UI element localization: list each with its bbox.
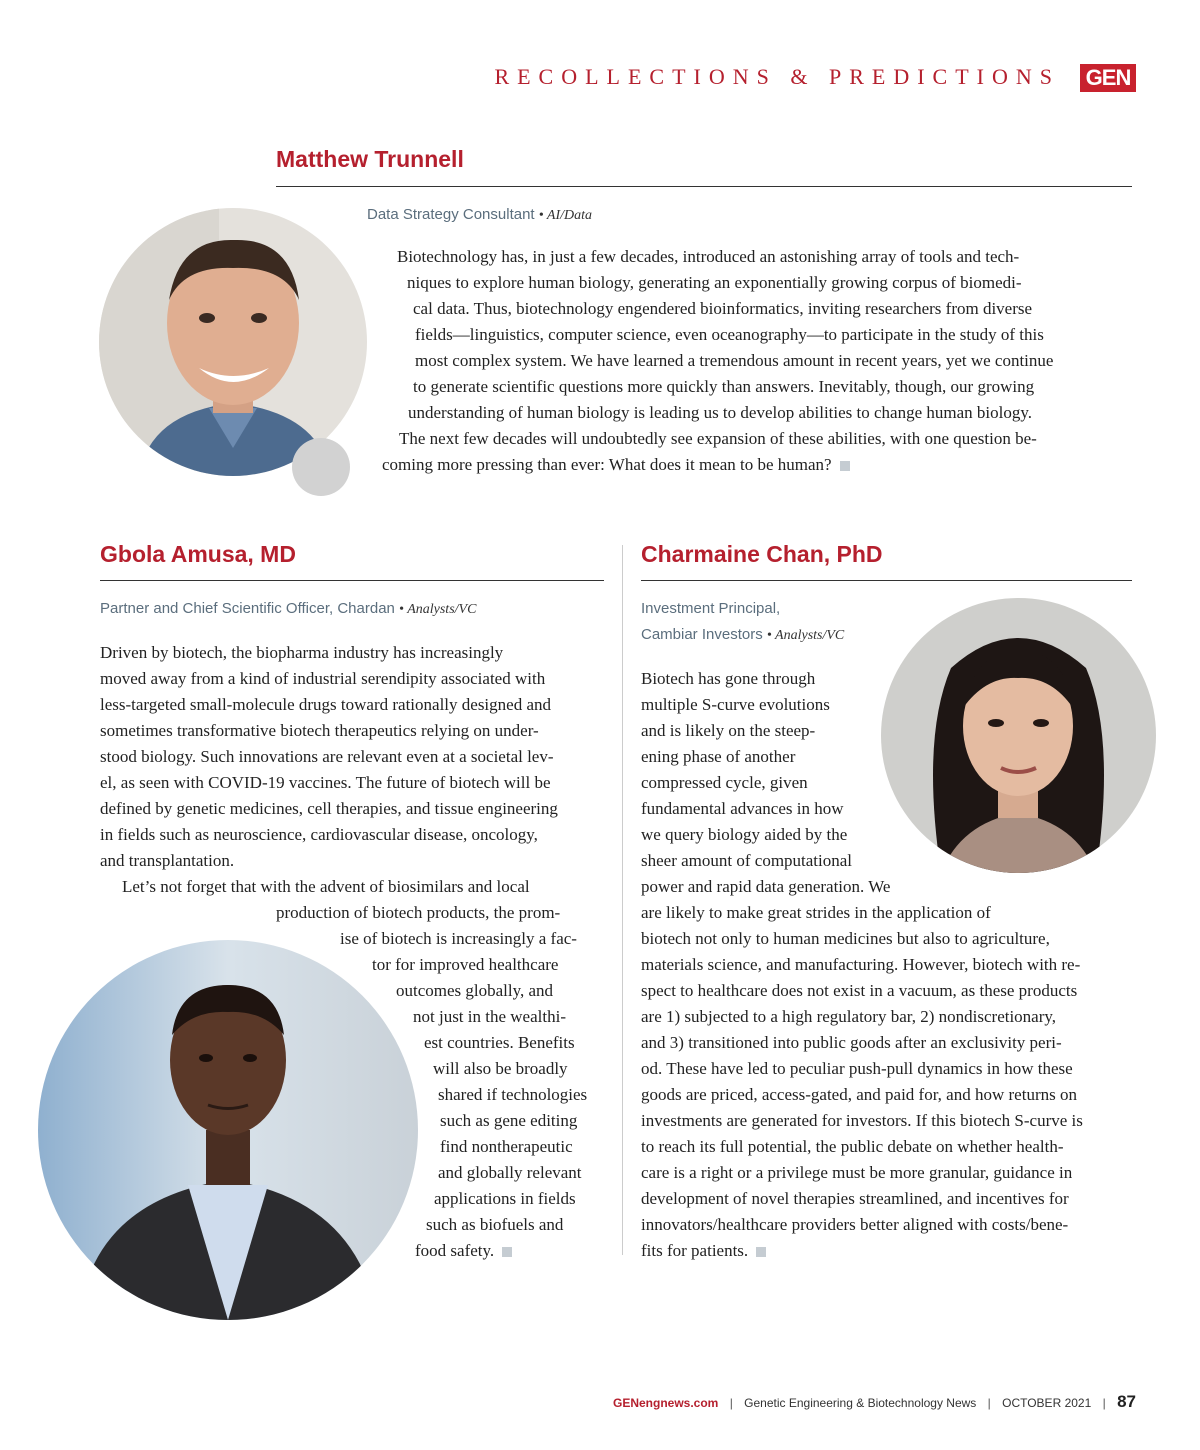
body-line: spect to healthcare does not exist in a vacuum, as these products [641,981,1078,1000]
body-line: ise of biotech is increasingly a fac- [340,929,577,948]
footer-publication: Genetic Engineering & Biotechnology News [744,1396,977,1410]
gen-logo: GEN [1080,64,1136,92]
footer-issue: OCTOBER 2021 [1002,1396,1092,1410]
footer-separator: | [729,1396,733,1410]
body-line-text: coming more pressing than ever: What does it mean to be human? [382,455,832,474]
end-mark-icon [502,1247,512,1257]
body-line: are 1) subjected to a high regulatory bar, 2) nondiscretionary, [641,1007,1057,1026]
body-line: development of novel therapies streamlined, and incentives for [641,1189,1069,1208]
footer [613,1392,1136,1412]
body-line [641,1238,766,1264]
body-line: tor for improved healthcare [372,955,559,974]
body-line: and is likely on the steep- [641,721,816,740]
body-line: are likely to make great strides in the application of [641,903,991,922]
body-line: outcomes globally, and [396,981,554,1000]
body-line: applications in fields [434,1189,576,1208]
page-number: 87 [1117,1392,1136,1411]
body-line: niques to explore human biology, generating an exponentially growing corpus of biomedi- [407,273,1022,292]
body-line: we query biology aided by the [641,825,848,844]
chan-rule [641,580,1132,581]
body-line: find nontherapeutic [440,1137,573,1156]
body-line: and transplantation. [100,851,235,870]
trunnell-role-line [367,202,592,229]
footer-separator: | [1102,1396,1106,1410]
chan-name: Charmaine Chan, PhD [641,541,883,567]
body-line: The next few decades will undoubtedly see expansion of these abilities, with one question be- [399,429,1037,448]
amusa-rule [100,580,604,581]
body-line: understanding of human biology is leading us to develop abilities to change human biology. [408,403,1033,422]
trunnell-name: Matthew Trunnell [276,146,464,172]
trunnell-role: Data Strategy Consultant [367,206,535,223]
body-line: Driven by biotech, the biopharma industry has increasingly [100,643,504,662]
footer-separator: | [987,1396,991,1410]
body-line: stood biology. Such innovations are relevant even at a societal lev- [100,747,554,766]
trunnell-rule [276,186,1132,187]
body-line: such as gene editing [440,1111,578,1130]
body-line: sometimes transformative biotech therapeutics relying on under- [100,721,539,740]
body-line: most complex system. We have learned a tremendous amount in recent years, yet we continue [415,351,1054,370]
body-line: el, as seen with COVID-19 vaccines. The future of biotech will be [100,773,551,792]
body-line: est countries. Benefits [424,1033,575,1052]
end-mark-icon [840,461,850,471]
body-line: less-targeted small-molecule drugs toward rationally designed and [100,695,551,714]
trunnell-photo [99,208,367,476]
body-line-text: food safety. [415,1241,495,1260]
body-line: moved away from a kind of industrial serendipity associated with [100,669,546,688]
body-line-text: fits for patients. [641,1241,749,1260]
chan-role-line-2 [641,622,844,649]
body-line: such as biofuels and [426,1215,564,1234]
body-line: materials science, and manufacturing. However, biotech with re- [641,955,1081,974]
body-line: Let’s not forget that with the advent of biosimilars and local [122,877,530,896]
body-line [382,452,850,478]
body-line: innovators/healthcare providers better aligned with costs/bene- [641,1215,1069,1234]
body-line: Biotech has gone through [641,669,816,688]
body-line: cal data. Thus, biotechnology engendered bioinformatics, inviting researchers from diverse [413,299,1033,318]
body-line: sheer amount of computational [641,851,853,870]
running-head: RECOLLECTIONS & PREDICTIONS [494,64,1060,89]
trunnell-category: • AI/Data [538,208,593,223]
chan-role-line-1: Investment Principal, [641,600,781,617]
end-mark-icon [756,1247,766,1257]
body-line: Biotechnology has, in just a few decades, introduced an astonishing array of tools and tech- [397,247,1020,266]
body-line: power and rapid data generation. We [641,877,891,896]
body-line: not just in the wealthi- [413,1007,566,1026]
body-line: biotech not only to human medicines but also to agriculture, [641,929,1050,948]
body-line: to generate scientific questions more quickly than answers. Inevitably, though, our growing [413,377,1035,396]
amusa-role-line [100,596,476,623]
amusa-name: Gbola Amusa, MD [100,541,296,567]
body-line: defined by genetic medicines, cell therapies, and tissue engineering [100,799,558,818]
body-line: to reach its full potential, the public debate on whether health- [641,1137,1064,1156]
decorative-circle [292,438,350,496]
body-line: fundamental advances in how [641,799,844,818]
body-line: goods are priced, access-gated, and paid for, and how returns on [641,1085,1077,1104]
body-line: fields—linguistics, computer science, even oceanography—to participate in the study of this [415,325,1044,344]
chan-role: Cambiar Investors [641,626,763,643]
body-line: and globally relevant [438,1163,582,1182]
body-line: shared if technologies [438,1085,588,1104]
body-line: care is a right or a privilege must be more granular, guidance in [641,1163,1073,1182]
footer-site-link[interactable]: GENengnews.com [612,1396,719,1410]
body-line: production of biotech products, the prom- [276,903,561,922]
chan-photo [881,598,1156,873]
body-line: multiple S-curve evolutions [641,695,830,714]
column-divider [622,545,623,1255]
body-line: ening phase of another [641,747,796,766]
body-line: investments are generated for investors. If this biotech S-curve is [641,1111,1083,1130]
body-line: will also be broadly [433,1059,568,1078]
body-line: compressed cycle, given [641,773,808,792]
body-line: and 3) transitioned into public goods after an exclusivity peri- [641,1033,1062,1052]
body-line [415,1238,512,1264]
amusa-photo [38,940,418,1320]
amusa-category: • Analysts/VC [399,602,477,617]
body-line: od. These have led to peculiar push-pull dynamics in how these [641,1059,1073,1078]
chan-category: • Analysts/VC [766,628,845,643]
amusa-role: Partner and Chief Scientific Officer, Chardan [100,600,395,617]
body-line: in fields such as neuroscience, cardiovascular disease, oncology, [100,825,538,844]
